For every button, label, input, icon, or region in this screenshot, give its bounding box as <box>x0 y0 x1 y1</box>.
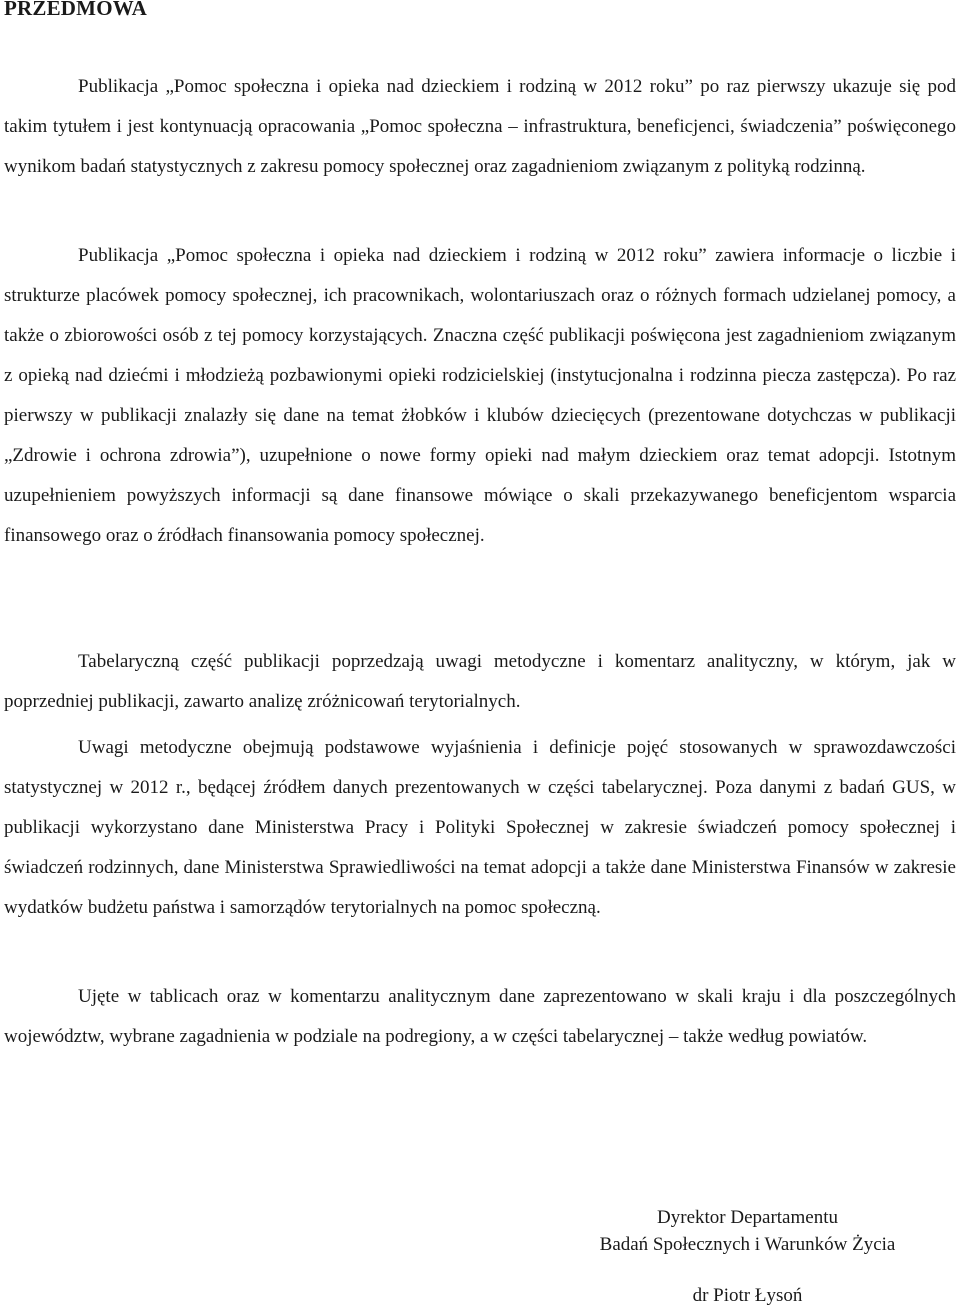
paragraph-2: Publikacja „Pomoc społeczna i opieka nad dzieckiem i rodziną w 2012 roku” zawiera informacje o liczbie i strukturze placówek pomocy społecznej, ich pracownikach, wolontariuszach oraz o różnych formach udzielanej pomocy, a także o zbiorowości osób z tej pomocy korzystających. Znaczna część publikacji poświęcona jest zagadnieniom związanym z opieką nad dziećmi i młodzieżą pozbawionymi opieki rodzicielskiej (instytucjonalna i rodzinna piecza zastępcza). Po raz pierwszy w publikacji znalazły się dane na temat żłobków i klubów dziecięcych (prezentowane dotychczas w publikacji „Zdrowie i ochrona zdrowia”), uzupełnione o nowe formy opieki nad małym dzieckiem oraz temat adopcji. Istotnym uzupełnieniem powyższych informacji są dane finansowe mówiące o skali przekazywanego beneficjentom wsparcia finansowego oraz o źródłach finansowania pomocy społecznej. <box>4 245 956 546</box>
signature-name: dr Piotr Łysoń <box>692 1285 803 1306</box>
paragraph-4: Uwagi metodyczne obejmują podstawowe wyjaśnienia i definicje pojęć stosowanych w sprawozdawczości statystycznej w 2012 r., będącej źródłem danych prezentowanych w części tabelarycznej. Poza danymi z badań GUS, w publikacji wykorzystano dane Ministerstwa Pracy i Polityki Społecznej w zakresie świadczeń pomocy społecznej i świadczeń rodzinnych, dane Ministerstwa Sprawiedliwości na temat adopcji a także dane Ministerstwa Finansów w zakresie wydatków budżetu państwa i samorządów terytorialnych na pomoc społeczną. <box>4 737 956 918</box>
paragraph-1: Publikacja „Pomoc społeczna i opieka nad dzieckiem i rodziną w 2012 roku” po raz pierwszy ukazuje się pod takim tytułem i jest kontynuacją opracowania „Pomoc społeczna – infrastruktura, beneficjenci, świadczenia” poświęconego wynikom badań statystycznych z zakresu pomocy społecznej oraz zagadnieniom związanym z polityką rodzinną. <box>4 76 956 177</box>
page-title: PRZEDMOWA <box>4 0 147 20</box>
signature-title: Dyrektor Departamentu <box>657 1207 838 1228</box>
paragraph-5: Ujęte w tablicach oraz w komentarzu analitycznym dane zaprezentowano w skali kraju i dla poszczególnych województw, wybrane zagadnienia w podziale na podregiony, a w części tabelarycznej – także według powiatów. <box>4 986 956 1047</box>
paragraph-3: Tabelaryczną część publikacji poprzedzają uwagi metodyczne i komentarz analityczny, w którym, jak w poprzedniej publikacji, zawarto analizę zróżnicowań terytorialnych. <box>4 651 956 712</box>
signature-department: Badań Społecznych i Warunków Życia <box>599 1234 896 1255</box>
